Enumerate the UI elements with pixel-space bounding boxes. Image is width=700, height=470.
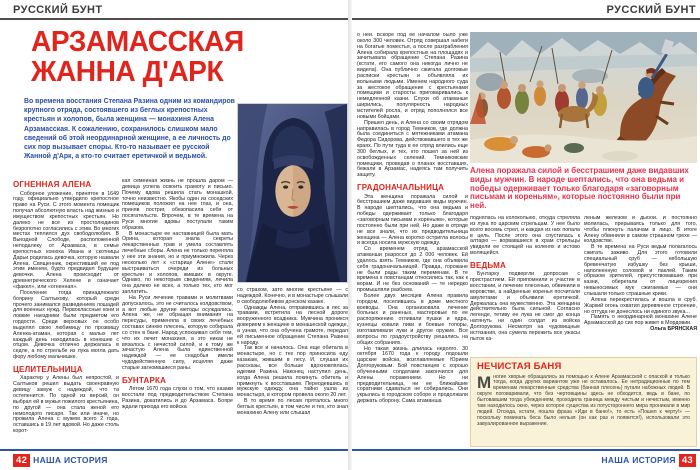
left-column-2 [122,179,233,447]
footer-right [601,453,696,467]
paragraph: Пришел день, и Алена со своим отрядом направилась в город Темников, где должна была соединиться с мятежниками атамана Федора Сидорова, действовавшего в тех же краях. По пути туда в ее отряд влились еще 300 беглых, и тех, кто пошел за ней из освобожденных селений. Темниковские помещики, проведав о планах восставших, бежали в Арзамас, надеясь там получить защиту. [357,119,468,179]
paragraph: со страхом, зато многие крестьяне — с надеждой. Конечно, и в монастыре слышали о свободолюбивом донском казаке. [237,288,348,305]
paragraph: Но такая жизнь длилась недолго. 30 октября 1670 года к городу подошли царские войска, возглавляемые Юрием Долгоруковым. Бой повстанцев с хорошо обученными солдатами закончился для Алены поражением. Но ни предводительница, ни ее ближайшие соратники сдаваться не собирались. Они укрылись в городском соборе и продолжали держать оборону. Сама атаманша [357,345,468,405]
section-heading-ognennaya-alena: ОГНЕННАЯ АЛЕНА [13,180,92,189]
paragraph: Однажды Алена, отправившись в лес за травами, встретила на лесной дороге вооруженного всадника. Мужчина проникся доверием к женщине в монашеской одежде, а узнав, что она обучена грамоте, передал ей письменное обращение Степана Разина к народу. [237,304,348,346]
footer-rule-right [352,449,700,451]
paragraph: Более двух месяцев Алена правила городом, поселившись в доме местного воеводы. Она организовала лечение больных и раненых, мастеровые по ее распоряжению отливали пушки и ядра, кузнецы ковали пики и боевые топоры, изготавливали луки и другое оружие. Все вопросы по градоустройству решались на общих собраниях. [357,292,468,346]
paragraph: леным железом и дыбой. И постоянно молилась, прерываясь только для того, чтобы плюнуть палачам в лицо. В итоге Алену обвинили в самом страшном грехе — колдовстве. [584,216,697,245]
footer-label-right: НАША ИСТОРИЯ [601,455,676,465]
footer-rule-left [0,449,348,451]
page-right [352,0,700,470]
paragraph: о ней. Вскоре под ее началом было уже около 300 человек. Отряд совершал набеги на богатые поместья, а после разграбления Алена собирала крепостных на площадях и зачитывала обращение Степана Разина (кстати, его самого она никогда лично не видела). Она публично сжигала долговые расписки крестьян и объявляла их вольными людьми. Именем народного суда за жестокое обращение с крестьянами помещики и старосты приговаривались к немедленной казни. Слухи об атаманше ширились, популярность народных мстителей росла, и отряд пополнялся все новыми бойцами. [357,33,468,120]
left-column-3 [237,288,348,448]
sidebar-body: ногие хворые обращались за помощью к Алене Арзамасской с опаской и только тогда, когда других вариантов уже не оставалось. Ее нетрадиционные по тем временам лекарственные средства (банная плесень) пугали набожных людей. В округе поговаривали, что без чертовщины здесь не обходится, ведь в бане, по бытовавшим тогда убеждениям, проходила граница между чистым и нечистым, именно там находилось окно, через которое существа из потустороннего мира проникали в мир людей. Отсюда, кстати, пошла фраза «Иди в баню!», то есть «Пошел к черту!» — поскольку поминать беса было нельзя (он как раз и появится!), использовали это завуалированное выражение. [477,373,690,427]
lead-paragraph: Во времена восстания Степана Разина одним из командиров крупного отряда, состоявшего из беглых крепостных крестьян и холопов, была женщина — монахиня Алена Арзамасская. К сожалению, сохранилось слишком мало сведений об этой неординарной женщине, а ее личность до сих пор вызывает споры. Кто-то называет ее русской Жанной д'Арк, а кто-то считает еретичкой и ведьмой. [24,98,235,161]
paragraph: поднялась на колокольню, откуда стреляла из лука по царским стрельцам. У нее было всего восемь стрел, и каждая из них попала в цель. После этого она спустилась к алтарю — ворвавшиеся в храм стрельцы увидели ее стоящей на коленях и истово молящейся. [470,216,580,257]
sidebar-heading-nechistaya-banya: НЕЧИСТАЯ БАНЯ [477,361,562,372]
author-byline: Ольга БРЯНСКАЯ [650,326,697,333]
section-heading-vedma: ВЕДЬМА [470,260,507,270]
page-number-right: 43 [679,454,696,467]
section-label-right: РУССКИЙ БУНТ [606,4,696,16]
page-left [0,0,348,470]
paragraph: кая семейная жизнь не прошла даром — девица успела освоить грамоту и письмо. Почему вдова решила стать монашкой, точно неизвестно. Якобы один из соседских помещиков положил на нее глаз, и она, приняв постриг, обезопасила себя от посягательств. Впрочем, в те времена на Руси многие вдовы поступали таким образом. [122,179,233,231]
sidebar-box [470,357,697,447]
paragraph: Характер у Алены был непростой, и Салтыков решил выдать своенравную девицу замуж с надеждой, что та остепенится. По одной из версий, он выбрал ей в мужья пожилого крестьянина, по другой — она стала женой его немолодого писаря. Так или иначе, но прожила Алена с мужем всего 2 года, оставшись в 19 лет вдовой. Но даже столь корот- [13,375,119,435]
section-heading-buntarka: БУНТАРКА [122,375,167,385]
paragraph: Поселение тогда принадлежало боярину Салтыкову, который среди прочего занимался разведением лошадей для военных нужд. Первоклассные кони и ловкие наездники были предметом его гордости. Среди верховых он особо выделял свою любимицу по прозвищу Аленка-атаман, которая с малых лет каждый день находилась в конюшне с отцом. Девочка отлично держалась в седле, а по стрельбе из лука могла дать фору любому мальчишке. [13,289,119,361]
section-heading-gradonachalnitsa: ГРАДОНАЧАЛЬНИЦА [357,183,445,193]
paragraph: Эта женщина поражала силой и бесстрашием даже видавших виды мужчин. В народе шептались, что она ведьма и победы одерживает только благодаря «заговорным письмам и кореньям», которые постоянно были при ней. Но даже в отряде не все знали, что их предводительница женщина — Алена коротко остригла волосы и всегда носила мужскую одежду. [357,193,468,247]
right-column-1 [357,33,468,447]
article-title-line1: АРЗАМАССКАЯ [31,26,244,58]
paragraph: Бунтарку подвергли допросам с пристрастием. Ей припомнили и участие в восстании, и лечение плесенью, обвинили в воровстве, а найденные коренья посчитали амулетами и объявили еретичкой. Держалась она мужественно. Эта женщина действительно была сильной. Согласно легенде, тетиву ее лука не смог до конца натянуть ни один солдат из войска Долгорукова. Несмотря на чудовищные истязания, она сумела пережить все ужасы пыток ка- [470,271,580,342]
portrait-painting [237,103,348,283]
page-number-left: 42 [13,454,30,467]
nun-portrait-art [238,104,347,282]
right-column-3 [584,216,697,355]
article-title-line2: ЖАННА Д'АРК [31,56,224,88]
paragraph: На Руси лечение травами и молитвами допускалось, это не считалось колдовством, а вот любые другие методы осуждались. Алена же, не обращая внимания на пересуды, применяла в своих лечебных составах синюю плесень, которую собирала со стен в бане. Народ успокаивал себя тем, что их лечит монахиня, а это никак не вязалось с нечистой силой, и к тому же зачастую Алена была единственной надеждой — ее снадобья имели чудодейственную силу, исцеляя даже старые загноившиеся раны. [122,294,233,371]
battle-painting [470,32,697,163]
footer-label-left: НАША ИСТОРИЯ [33,455,108,465]
paragraph: В то время по лесам пряталось много беглых крестьян, в том числе и тех, кто знал монахиню Алену или слышал [237,398,348,416]
uprising-battle-art [470,32,697,163]
drop-cap: М [477,372,492,392]
section-heading-tselitelnitsa: ЦЕЛИТЕЛЬНИЦА [13,364,83,374]
paragraph: В те времена на Руси ведьм полагалось сжигать заживо. Для этого готовили специальный сруб — небольшую бревенчатую избушку без крыши, наполненную соломой и паклей. Таким образом зрителей, присутствовавших при казни, оберегали от лицезрения невыносимых мук сжигаемых — они слышали только страшные крики. [584,244,697,297]
sidebar-text [477,372,690,428]
image-caption: Алена поражала силой и бесстрашием даже видавших виды мужчин. В народе шептались, что она ведьма и победы одерживает только благодаря «заговорным письмам и кореньям», которые постоянно были при ней. [470,166,689,211]
paragraph: В монастыре ее наставницей была мать Орина, которая знала секреты лекарственных трав и умела составлять лечебные сборы. Алена не только переняла у нее эти знания, но и приумножила. Через несколько лет к «старице Алене» стали выстраиваться очереди из больных крестьян и холопов, живших в округе. Однако, по некоторым сведениям, лечила она далеко не всех, а только тех, кто мог заплатить. [122,230,233,296]
header-rule-left [0,18,348,20]
paragraph: Летом 1670 года слухи о том, что казаки восстали под предводительством Степана Разина, докатились и до Арзамаса. Бояре ждали прихода его войска [122,386,233,410]
right-column-2 [470,216,580,355]
header-rule-right [352,18,700,20]
footer-left [13,453,108,467]
paragraph: Со временем отряд арзамасской атаманши разросся до 2 000 человек. Ей удалось взять Темников, где она объявила себя градоначальницей. Правда, горожане не были рады таким переменам. В те времена к повстанцам относились так, как к ворам. И не без оснований — те нередко промышляли разбоем. [357,246,468,294]
paragraph: Алена перекрестилась и вошла в сруб. Жаркий огонь охватил деревянное строение, но оттуда не донеслось ни единого звука... [584,296,697,315]
paragraph: Соборное уложение, принятое в 1649 году, официально утвердило крепостное право на Руси. С этого момента помещик получал абсолютную власть над жизнью и имуществом крепостных крестьян. Но далеко не все из простолюдинов безропотно согласились с этим. Во многих местах теплился дух свободолюбия. В Выездной Слободе, расположенной неподалеку от Арзамаса, в семье крепостных конюха Ивана и скотницы Дарьи родилась девочка, которую назвали Алена. Священник, окрестивший ее под этим именем, будто предвидел будущее девочки. Алена происходит от древнегреческого Хелене и означает «факел», или «огненная». [13,190,119,290]
article-title [31,27,244,87]
section-label-left: РУССКИЙ БУНТ [13,4,103,16]
left-column-1 [13,179,119,447]
paragraph: Память о неординарной монахине Алене Арзамасской до сих пор живет в Мордовии. [584,314,697,327]
paragraph: Так все и началось. Она еще обитала в монастыре, но с тех пор приносила еду казакам, жившим в лесу. И, слушая их рассказы, все больше вдохновлялась идеями Разина. Наконец наступил день, когда Алена решила покинуть обитель и примкнуть к восставшим. Переодевшись в мужскую одежду, она тайно ушла из монастыря, в котором провела около 20 лет. [237,345,348,399]
